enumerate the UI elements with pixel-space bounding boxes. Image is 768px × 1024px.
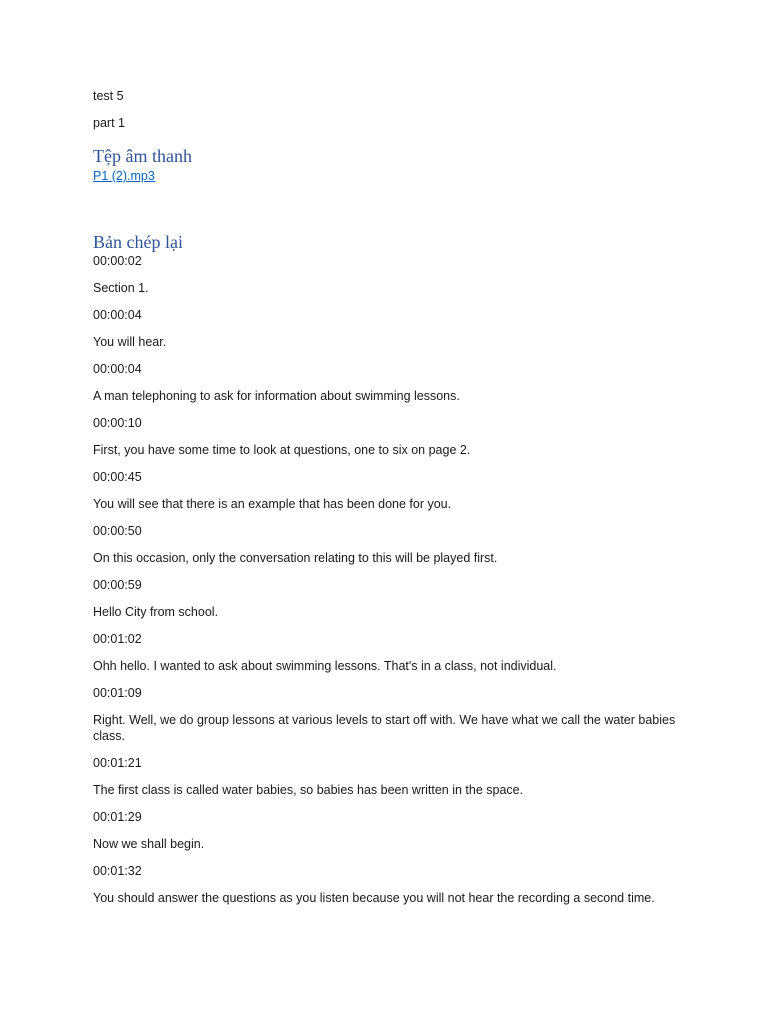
transcript-heading: Bản chép lại <box>93 232 183 252</box>
transcript-timestamp: 00:01:21 <box>93 756 142 770</box>
transcript-timestamp: 00:01:02 <box>93 632 142 646</box>
transcript-text: Now we shall begin. <box>93 837 205 851</box>
doc-line-part: part 1 <box>93 116 125 130</box>
transcript-text: Section 1. <box>93 281 149 295</box>
transcript-list <box>93 253 678 906</box>
transcript-timestamp: 00:00:10 <box>93 416 142 430</box>
transcript-timestamp: 00:00:04 <box>93 308 142 322</box>
transcript-text: First, you have some time to look at questions, one to six on page 2. <box>93 443 471 457</box>
transcript-timestamp: 00:01:32 <box>93 864 142 878</box>
transcript-timestamp: 00:00:45 <box>93 470 142 484</box>
transcript-text: You will see that there is an example that has been done for you. <box>93 497 452 511</box>
transcript-text: Ohh hello. I wanted to ask about swimming lessons. That's in a class, not individual. <box>93 659 557 673</box>
transcript-timestamp: 00:00:04 <box>93 362 142 376</box>
transcript-text: A man telephoning to ask for information about swimming lessons. <box>93 389 460 403</box>
transcript-text: The first class is called water babies, so babies has been written in the space. <box>93 783 524 797</box>
transcript-text: On this occasion, only the conversation relating to this will be played first. <box>93 551 498 565</box>
doc-line-test: test 5 <box>93 89 124 103</box>
transcript-text: Right. Well, we do group lessons at various levels to start off with. We have what we call the water babies class. <box>93 713 676 743</box>
transcript-text: You should answer the questions as you listen because you will not hear the recording a second time. <box>93 891 655 905</box>
audio-file-link[interactable]: P1 (2).mp3 <box>93 169 155 183</box>
transcript-timestamp: 00:00:50 <box>93 524 142 538</box>
transcript-timestamp: 00:00:02 <box>93 254 142 268</box>
audio-file-heading: Tệp âm thanh <box>93 146 192 166</box>
transcript-timestamp: 00:00:59 <box>93 578 142 592</box>
document-page <box>93 88 678 917</box>
transcript-timestamp: 00:01:29 <box>93 810 142 824</box>
transcript-text: Hello City from school. <box>93 605 219 619</box>
transcript-text: You will hear. <box>93 335 167 349</box>
transcript-timestamp: 00:01:09 <box>93 686 142 700</box>
